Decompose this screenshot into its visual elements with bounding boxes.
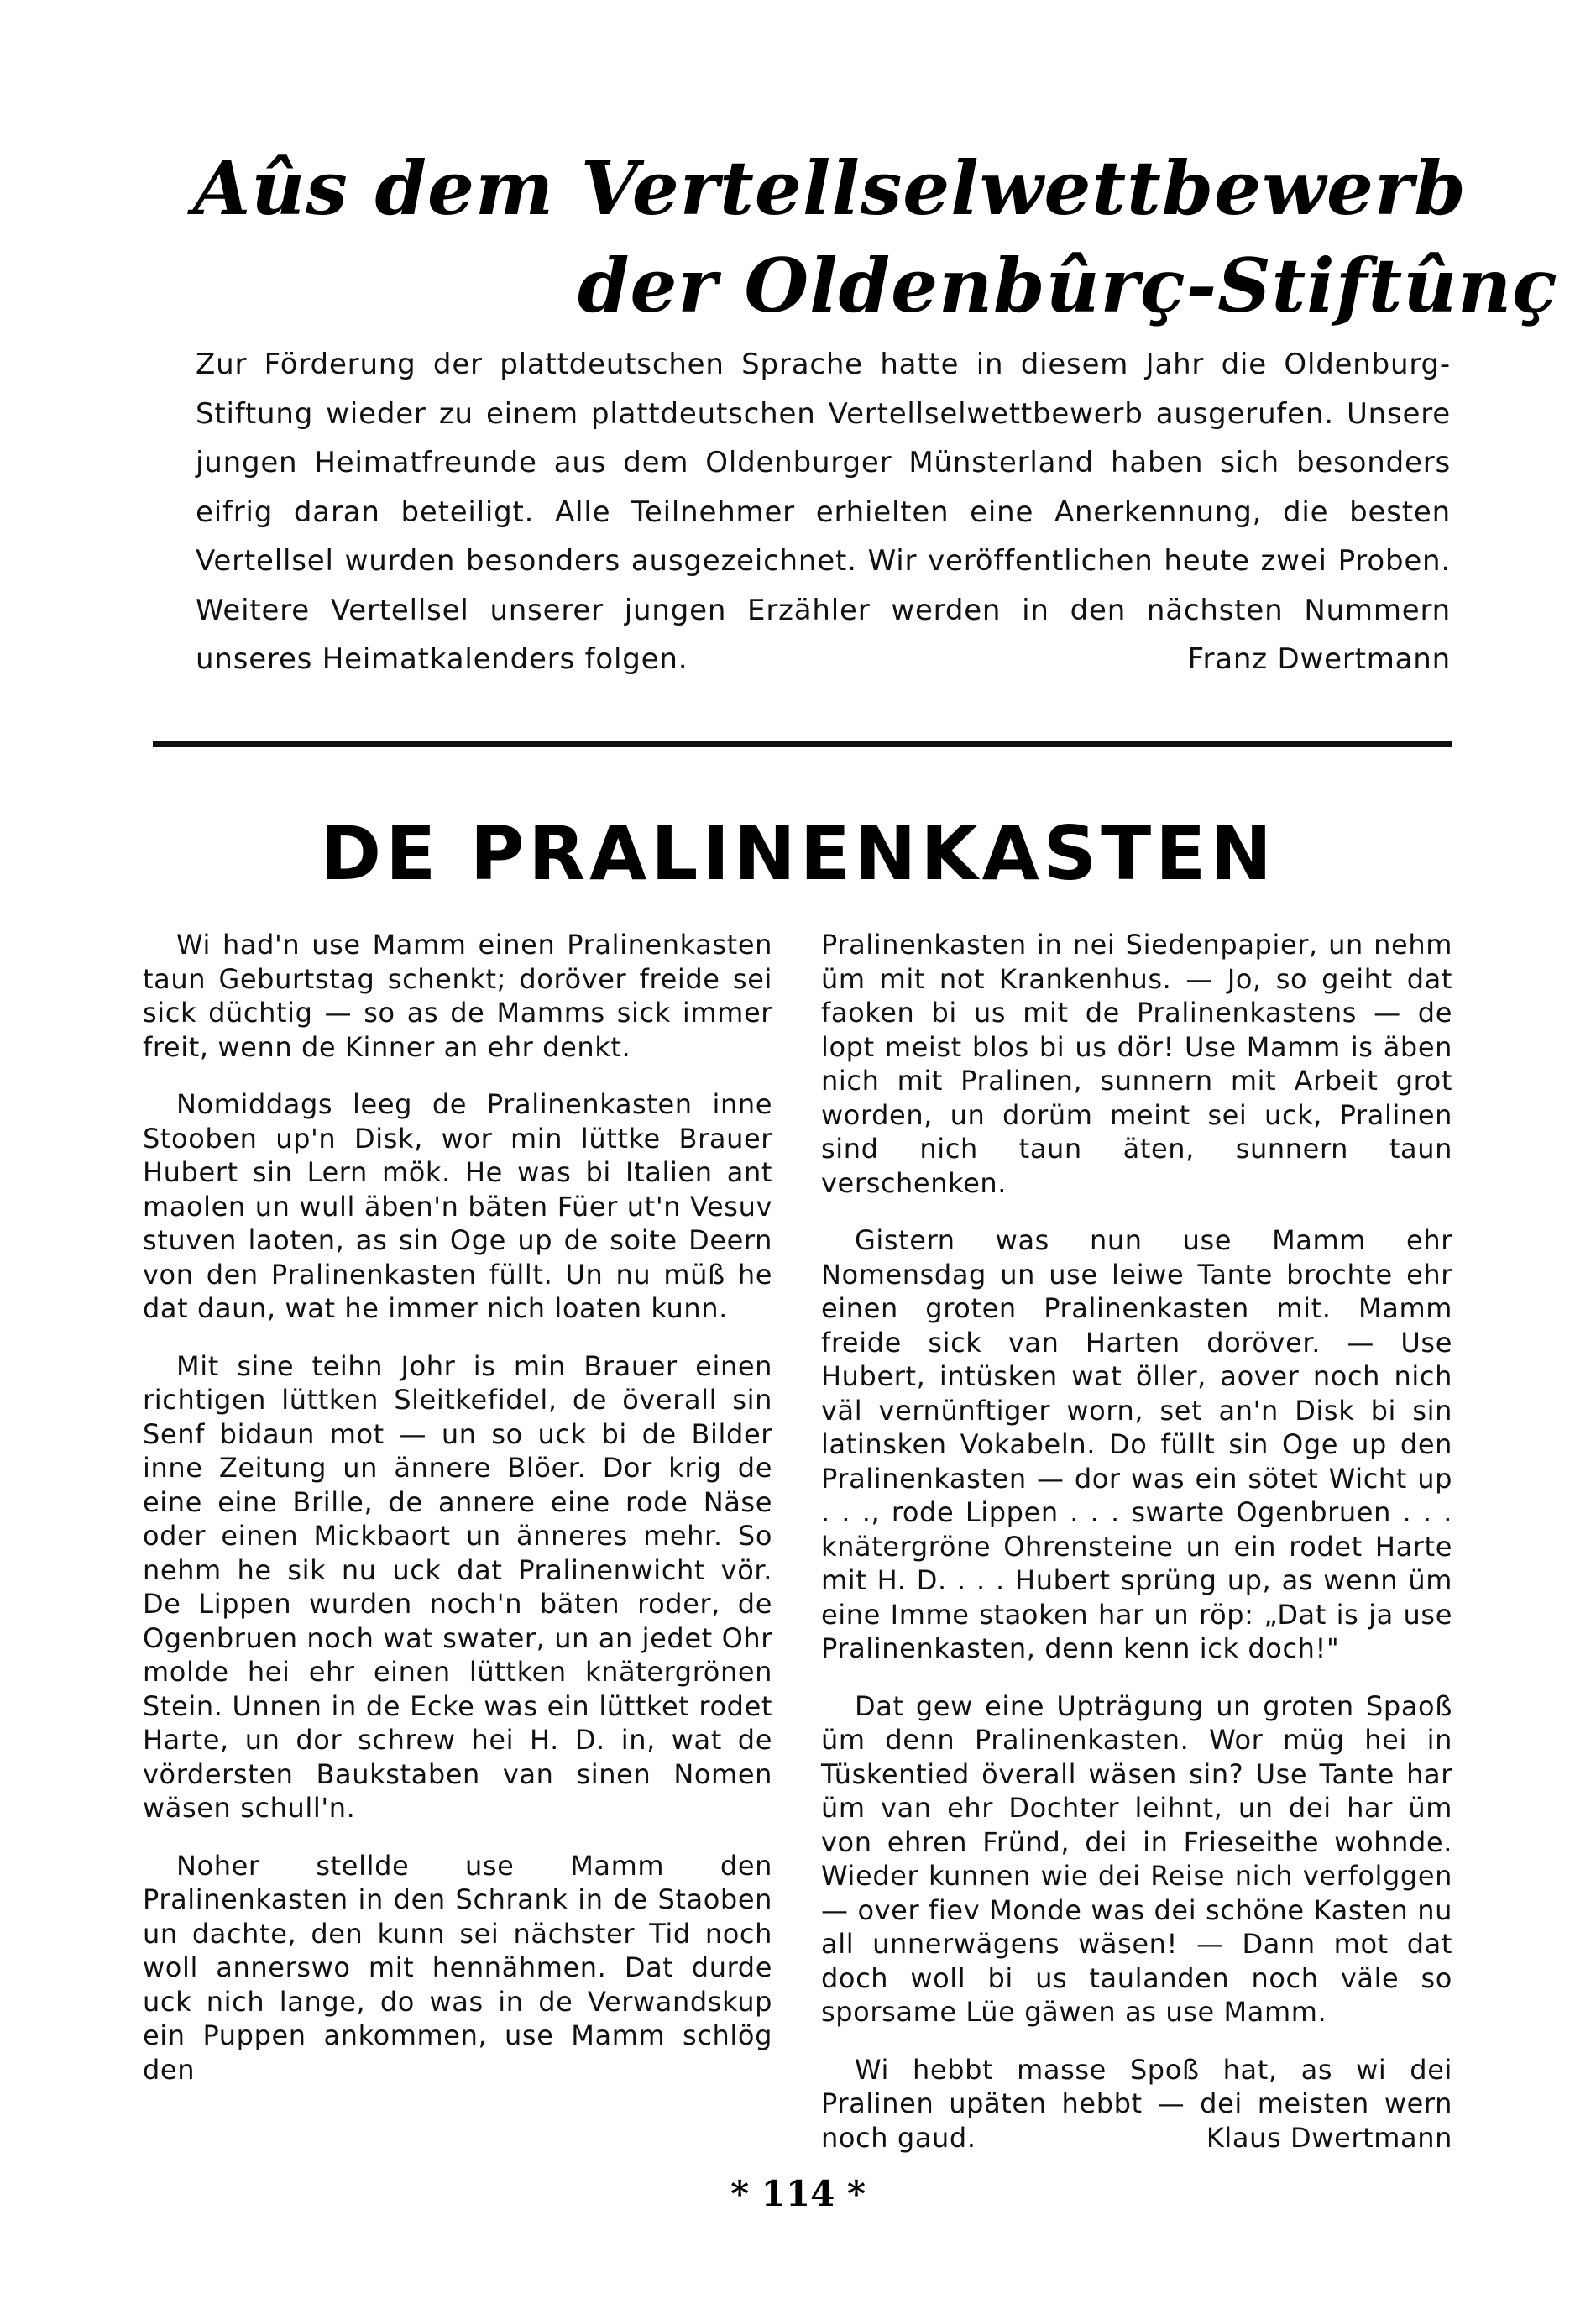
- story-column-right: [821, 928, 1452, 2178]
- header-title-line-2: der Oldenbûrç-Stiftûnç: [578, 242, 1558, 329]
- story-paragraph: Gistern was nun use Mamm ehr Nomensdag un use leiwe Tante brochte ehr einen groten Pralinenkasten mit. Mamm freide sick van Harten doröver. — Use Hubert, intüsken wat öller, aover noch nich väl vernünftiger worn, set an'n Disk bi sin latinsken Vokabeln. Do füllt sin Oge up den Pralinenkasten — dor was ein sötet Wicht up . . ., rode Lippen . . . swarte Ogenbruen . . . knätergröne Ohrensteine un ein rodet Harte mit H. D. . . . Hubert sprüng up, as wenn üm eine Imme staoken har un röp: „Dat is ja use Pralinenkasten, denn kenn ick doch!": [821, 1224, 1452, 1664]
- story-paragraph: Pralinenkasten in nei Siedenpapier, un nehm üm mit not Krankenhus. — Jo, so geiht dat faoken bi us mit de Pralinenkastens — de lopt meist blos bi us dör! Use Mamm is äben nich mit Pralinen, sunnern mit Arbeit grot worden, un dorüm meint sei uck, Pralinen sind nich taun äten, sunnern taun verschenken.: [821, 929, 1452, 1199]
- story-final-paragraph: [821, 2053, 1452, 2155]
- intro-author: Franz Dwertmann: [1187, 642, 1451, 676]
- story-author: Klaus Dwertmann: [1206, 2121, 1452, 2154]
- story-paragraph: Noher stellde use Mamm den Pralinenkasten in den Schrank in de Staoben un dachte, den kunn sei nächster Tid noch woll annerswo mit hennähmen. Dat durde uck nich lange, do was in de Verwandskup ein Puppen ankommen, use Mamm schlög den: [143, 1849, 772, 2086]
- section-divider: [153, 741, 1452, 747]
- intro-text: Zur Förderung der plattdeutschen Sprache hatte in diesem Jahr die Oldenburg-Stiftung wieder zu einem plattdeutschen Vertellselwettbewerb ausgerufen. Unsere jungen Heimatfreunde aus dem Oldenburger Münsterland haben sich besonders eifrig daran beteiligt. Alle Teilnehmer erhielten eine Anerkennung, die besten Vertellsel wurden besonders ausgezeichnet. Wir veröffentlichen heute zwei Proben. Weitere Vertellsel unserer jungen Erzähler werden in den nächsten Nummern unseres Heimatkalenders folgen.: [196, 348, 1451, 676]
- story-paragraph: Mit sine teihn Johr is min Brauer einen richtigen lüttken Sleitkefidel, de överall sin Senf bidaun mot — un so uck bi de Bilder inne Zeitung un ännere Blöer. Dor krig de eine eine Brille, de annere eine rode Näse oder einen Mickbaort un änneres mehr. So nehm he sik nu uck dat Pralinenwicht vör. De Lippen wurden noch'n bäten roder, de Ogenbruen noch wat swater, un an jedet Ohr molde hei ehr einen lüttken knätergrönen Stein. Unnen in de Ecke was ein lüttket rodet Harte, un dor schrew hei H. D. in, wat de vördersten Baukstaben van sinen Nomen wäsen schull'n.: [143, 1349, 772, 1824]
- story-paragraph: Wi had'n use Mamm einen Pralinenkasten taun Geburtstag schenkt; doröver freide sei sick düchtig — so as de Mamms sick immer freit, wenn de Kinner an ehr denkt.: [143, 929, 772, 1063]
- story-paragraph-text: Wi hebbt masse Spoß hat, as wi dei Pralinen upäten hebbt — dei meisten wern noch gaud.: [821, 2053, 1452, 2154]
- story-title: DE PRALINENKASTEN: [320, 810, 1276, 897]
- intro-paragraph: [196, 340, 1451, 684]
- story-column-left: [143, 928, 772, 2110]
- story-paragraph: Dat gew eine Upträgung un groten Spaoß üm denn Pralinenkasten. Wor müg hei in Tüskentied överall wäsen sin? Use Tante har üm van ehr Dochter leihnt, un dei har üm von ehren Fründ, dei in Frieseithe wohnde. Wieder kunnen wie dei Reise nich verfolggen — over fiev Monde was dei schöne Kasten nu all unnerwägens wäsen! — Dann mot dat doch woll bi us taulanden noch väle so sporsame Lüe gäwen as use Mamm.: [821, 1689, 1452, 2028]
- header-title-line-1: Aûs dem Vertellselwettbewerb: [193, 144, 1467, 232]
- story-paragraph: Nomiddags leeg de Pralinenkasten inne Stooben up'n Disk, wor min lüttke Brauer Hubert sin Lern mök. He was bi Italien ant maolen un wull äben'n bäten Füer ut'n Vesuv stuven laoten, as sin Oge up de soite Deern von den Pralinenkasten füllt. Un nu müß he dat daun, wat he immer nich loaten kunn.: [143, 1088, 772, 1324]
- page-number: * 114 *: [730, 2173, 866, 2214]
